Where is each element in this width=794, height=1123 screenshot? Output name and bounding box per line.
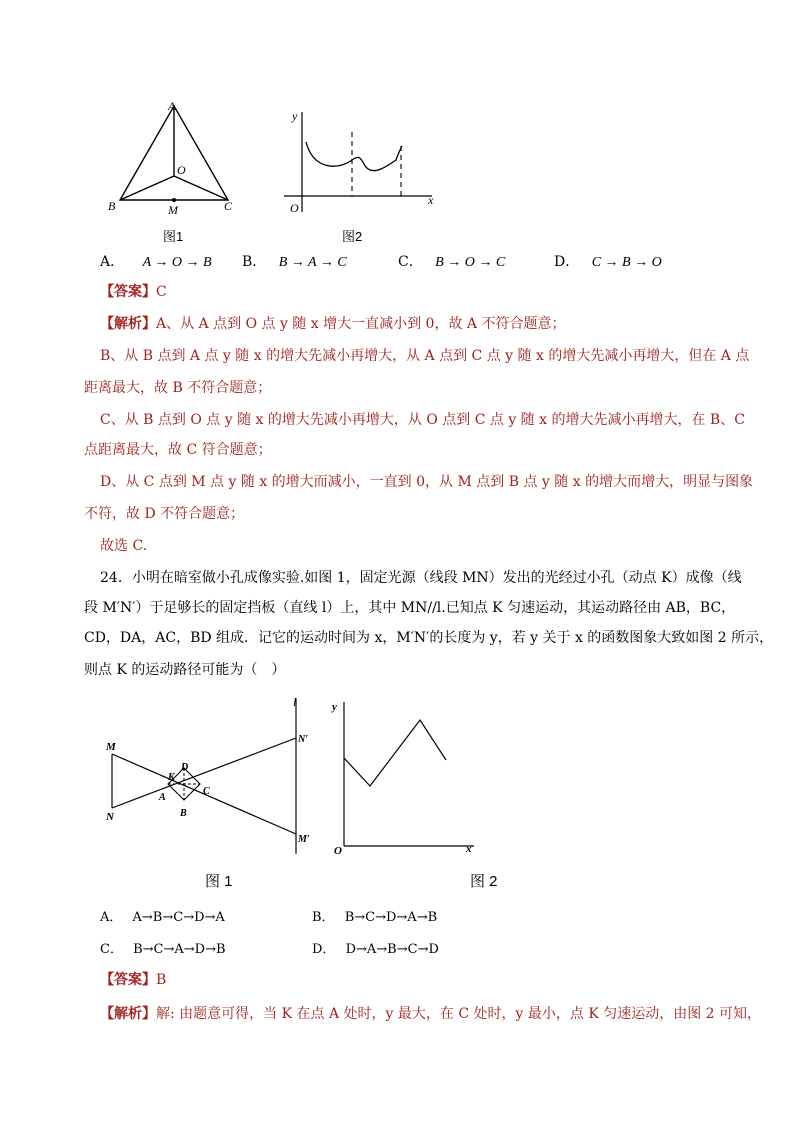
axis-y-label: y (292, 109, 298, 123)
q24-stem-line-3: CD，DA，AC，BD 组成．记它的运动时间为 x，M′N′的长度为 y，若 y 关于 x 的函数图象大致如图 2 所示， (84, 630, 774, 646)
point-M-label: M (168, 203, 178, 217)
origin-label: O (290, 201, 299, 215)
q23-option-a[interactable]: A． A → O → B (100, 254, 212, 270)
q24-option-d[interactable]: D． D→A→B→C→D (312, 942, 439, 957)
q24-option-c[interactable]: C． B→C→A→D→B (100, 942, 226, 957)
q24-stem-line-1: 24．小明在暗室做小孔成像实验.如图 1，固定光源（线段 MN）发出的光经过小孔（动点 K）成像（线 (100, 570, 742, 586)
point-l-label: l (293, 695, 297, 709)
point-K-label: K (168, 772, 175, 783)
q24-figure1 (100, 694, 322, 858)
point-N-label: N (106, 811, 114, 823)
q24-analysis-line-1: 【解析】解: 由题意可得，当 K 在点 A 处时，y 最大，在 C 处时，y 最小，点 K 匀速运动，由图 2 可知， (100, 1006, 762, 1022)
point-C-label: C (224, 199, 233, 213)
point-M-label: M (106, 741, 116, 753)
axis-x-label: x (466, 843, 472, 855)
q23-answer: 【答案】C (100, 284, 167, 300)
q24-answer: 【答案】B (100, 972, 167, 988)
q23-analysis-line-2: B、从 B 点到 A 点 y 随 x 的增大先减小再增大，从 A 点到 C 点 y 随 x 的增大先减小再增大，但在 A 点 (100, 348, 750, 364)
point-C-label: C (203, 786, 210, 797)
origin-label: O (334, 845, 342, 856)
q24-option-a[interactable]: A． A→B→C→D→A (100, 910, 225, 925)
q23-option-d[interactable]: D． C → B → O (554, 254, 662, 270)
point-O-label: O (177, 163, 186, 177)
point-D-label: D (181, 762, 189, 773)
q23-analysis-line-8: 故选 C. (100, 538, 148, 554)
point-Mprime-label: M′ (298, 834, 310, 845)
point-Nprime-label: N′ (298, 734, 309, 745)
q23-option-c[interactable]: C． B → O → C (398, 254, 506, 270)
q24-figure2 (330, 696, 480, 856)
q23-figure1 (100, 96, 250, 226)
point-B-label: B (108, 199, 116, 213)
q23-analysis-line-6: D、从 C 点到 M 点 y 随 x 的增大而减小，一直到 0，从 M 点到 B 点 y 随 x 的增大而增大，明显与图象 (100, 474, 754, 490)
q23-option-b[interactable]: B． B → A → C (242, 254, 347, 270)
q24-fig1-caption: 图 1 (205, 873, 233, 890)
q23-analysis-line-5: 点距离最大，故 C 符合题意； (84, 442, 272, 458)
q24-stem-line-4: 则点 K 的运动路径可能为（ ） (84, 662, 286, 678)
q23-analysis-line-3: 距离最大，故 B 不符合题意； (84, 380, 272, 396)
q24-fig2-caption: 图 2 (470, 873, 498, 890)
q24-stem-line-2: 段 M′N′）于足够长的固定挡板（直线 l）上，其中 MN//l.已知点 K 匀速运动，其运动路径由 AB，BC， (84, 600, 736, 616)
q23-figure2 (284, 104, 440, 216)
axis-x-label: x (428, 193, 434, 207)
point-B-label: B (180, 808, 187, 819)
axis-y-label: y (332, 701, 337, 713)
point-A-label: A (168, 99, 176, 113)
q23-fig2-caption: 图2 (342, 229, 363, 244)
q24-option-b[interactable]: B． B→C→D→A→B (312, 910, 438, 925)
q23-analysis-line-4: C、从 B 点到 O 点 y 随 x 的增大先减小再增大，从 O 点到 C 点 y 随 x 的增大先减小再增大，在 B、C (100, 412, 745, 428)
q23-analysis-line-1: 【解析】A、从 A 点到 O 点 y 随 x 增大一直减小到 0，故 A 不符合题意； (100, 316, 566, 332)
q23-fig1-caption: 图1 (163, 229, 184, 244)
point-A-label: A (159, 792, 166, 803)
q23-analysis-line-7: 不符，故 D 不符合题意； (84, 506, 245, 522)
